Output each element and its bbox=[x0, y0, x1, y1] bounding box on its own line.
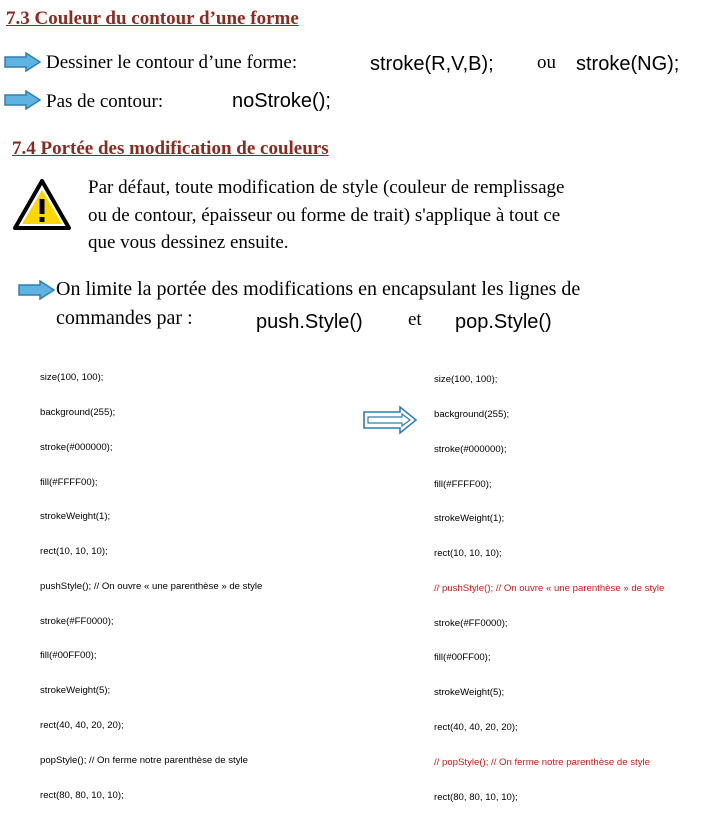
warning-text bbox=[88, 174, 564, 257]
code-block-left bbox=[40, 349, 262, 813]
code-line: fill(#00FF00); bbox=[434, 652, 491, 664]
or-label: ou bbox=[537, 52, 556, 73]
code-line: pushStyle(); // On ouvre « une parenthèse » de style bbox=[40, 580, 263, 592]
code-line: stroke(#FF0000); bbox=[434, 617, 508, 629]
right-arrow-icon bbox=[4, 52, 42, 72]
code-line: stroke(#000000); bbox=[434, 443, 507, 455]
warning-line: ou de contour, épaisseur ou forme de trait) s'applique à tout ce bbox=[88, 204, 561, 226]
limit-text-line2: commandes par : bbox=[56, 307, 193, 329]
push-style-code: push.Style() bbox=[256, 311, 363, 333]
code-line: popStyle(); // On ferme notre parenthèse de style bbox=[40, 754, 248, 766]
code-line: rect(80, 80, 10, 10); bbox=[40, 789, 124, 801]
code-line: size(100, 100); bbox=[434, 374, 498, 386]
no-stroke-code: noStroke(); bbox=[232, 90, 331, 112]
code-line: fill(#FFFF00); bbox=[40, 476, 98, 488]
stroke-rgb-code: stroke(R,V,B); bbox=[370, 53, 494, 75]
code-line: rect(40, 40, 20, 20); bbox=[40, 720, 124, 731]
code-line: size(100, 100); bbox=[40, 372, 104, 384]
warning-line: que vous dessinez ensuite. bbox=[88, 232, 289, 253]
code-line: strokeWeight(5); bbox=[434, 687, 505, 699]
code-line: rect(40, 40, 20, 20); bbox=[434, 722, 518, 733]
and-label: et bbox=[408, 309, 422, 330]
stroke-gray-code: stroke(NG); bbox=[576, 53, 680, 75]
code-block-right bbox=[434, 351, 664, 815]
right-arrow-icon bbox=[18, 280, 56, 300]
double-arrow-icon bbox=[362, 405, 418, 435]
code-line-commented: // pushStyle(); // On ouvre « une parenthèse » de style bbox=[434, 582, 665, 594]
code-line: fill(#FFFF00); bbox=[434, 478, 492, 490]
code-line: background(255); bbox=[40, 406, 116, 418]
warning-icon bbox=[12, 178, 72, 232]
code-line: fill(#00FF00); bbox=[40, 650, 97, 662]
code-line: rect(10, 10, 10); bbox=[40, 546, 108, 558]
warning-line: Par défaut, toute modification de style (couleur de remplissage bbox=[88, 177, 565, 198]
limit-text-line1: On limite la portée des modifications en encapsulant les lignes de bbox=[56, 278, 581, 300]
right-arrow-icon bbox=[4, 90, 42, 110]
code-line: background(255); bbox=[434, 408, 510, 420]
section-title-7-3: 7.3 Couleur du contour d’une forme bbox=[6, 8, 299, 29]
no-stroke-description: Pas de contour: bbox=[46, 91, 164, 112]
pop-style-code: pop.Style() bbox=[455, 311, 552, 333]
code-line: rect(80, 80, 10, 10); bbox=[434, 791, 518, 803]
stroke-description: Dessiner le contour d’une forme: bbox=[46, 52, 298, 73]
code-line: strokeWeight(5); bbox=[40, 685, 111, 697]
code-line: strokeWeight(1); bbox=[40, 511, 111, 523]
code-line: stroke(#FF0000); bbox=[40, 615, 114, 627]
section-title-7-4: 7.4 Portée des modification de couleurs bbox=[12, 138, 329, 159]
code-line: rect(10, 10, 10); bbox=[434, 548, 502, 560]
code-line: strokeWeight(1); bbox=[434, 513, 505, 525]
code-line-commented: // popStyle(); // On ferme notre parenthèse de style bbox=[434, 756, 650, 768]
code-line: stroke(#000000); bbox=[40, 441, 113, 453]
